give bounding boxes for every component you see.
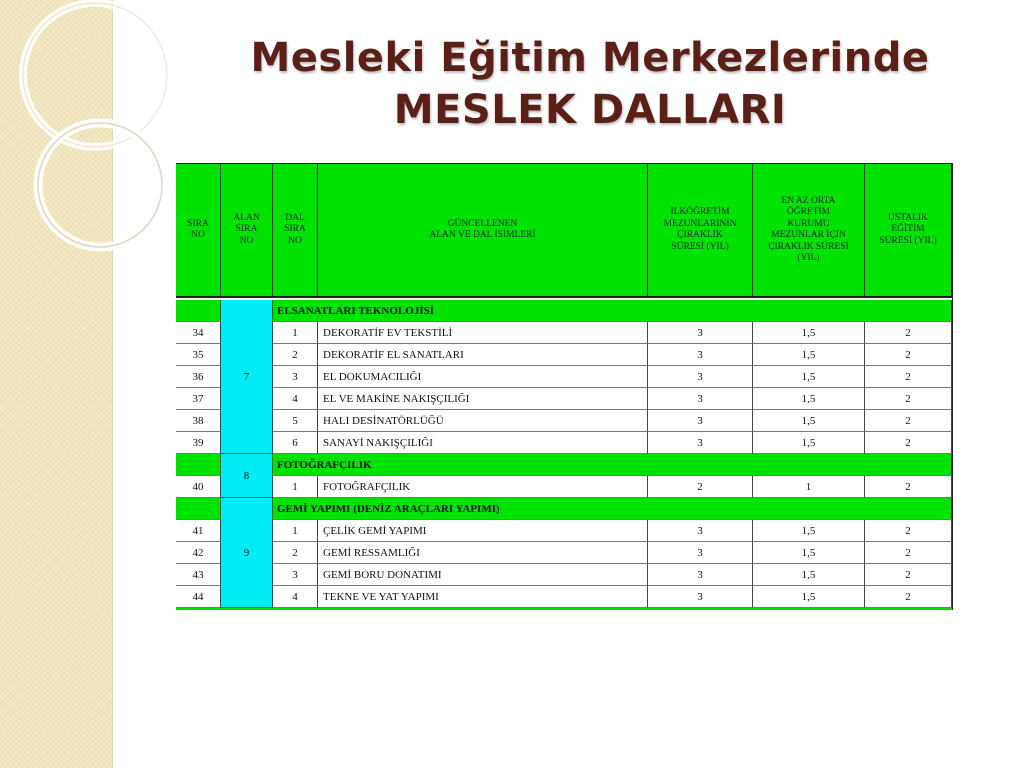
cell-usta: 2 — [865, 586, 952, 608]
category-row-sira-cell — [176, 454, 221, 476]
category-row — [176, 300, 952, 322]
cell-name: DEKORATİF EV TEKSTİLİ — [318, 322, 648, 344]
cell-name: SANAYİ NAKIŞÇILIĞI — [318, 432, 648, 454]
cell-name: GEMİ BORU DONATIMI — [318, 564, 648, 586]
cell-dal: 1 — [273, 520, 318, 542]
cell-orta: 1,5 — [753, 322, 865, 344]
cell-orta: 1,5 — [753, 366, 865, 388]
table-row — [176, 542, 952, 564]
cell-dal: 4 — [273, 586, 318, 608]
header-dal-sira-no: DAL SIRA NO — [273, 164, 318, 298]
category-row — [176, 498, 952, 520]
cell-dal: 3 — [273, 564, 318, 586]
cell-orta: 1 — [753, 476, 865, 498]
table-row — [176, 410, 952, 432]
cell-ilk: 3 — [648, 322, 753, 344]
cell-name: DEKORATİF EL SANATLARI — [318, 344, 648, 366]
cell-ilk: 3 — [648, 542, 753, 564]
cell-orta: 1,5 — [753, 520, 865, 542]
cell-usta: 2 — [865, 344, 952, 366]
cell-dal: 1 — [273, 322, 318, 344]
header-ustalik-suresi: USTALIK EĞİTİM SÜRESİ (YIL) — [865, 164, 952, 298]
title-line-2: MESLEK DALLARI — [393, 87, 787, 133]
table-row — [176, 344, 952, 366]
header-ilkogretim-suresi: İLKÖĞRETİM MEZUNLARININ ÇIRAKLIK SÜRESİ (YIL) — [648, 164, 753, 298]
header-alan-sira-no: ALAN SIRA NO — [221, 164, 273, 298]
table-row — [176, 520, 952, 542]
cell-name: ÇELİK GEMİ YAPIMI — [318, 520, 648, 542]
cell-usta: 2 — [865, 366, 952, 388]
cell-ilk: 3 — [648, 388, 753, 410]
cell-ilk: 3 — [648, 564, 753, 586]
table-row — [176, 564, 952, 586]
cell-dal: 2 — [273, 542, 318, 564]
cell-name: HALI DESİNATÖRLÜĞÜ — [318, 410, 648, 432]
cell-ilk: 3 — [648, 432, 753, 454]
cell-name: GEMİ RESSAMLIĞI — [318, 542, 648, 564]
table-row — [176, 586, 952, 608]
table-row — [176, 432, 952, 454]
cell-sira: 37 — [176, 388, 221, 410]
cell-orta: 1,5 — [753, 344, 865, 366]
category-row-sira-cell — [176, 498, 221, 520]
cell-sira: 36 — [176, 366, 221, 388]
category-row — [176, 454, 952, 476]
cell-dal: 4 — [273, 388, 318, 410]
cell-name: TEKNE VE YAT YAPIMI — [318, 586, 648, 608]
cell-usta: 2 — [865, 520, 952, 542]
cell-sira: 39 — [176, 432, 221, 454]
cell-orta: 1,5 — [753, 564, 865, 586]
cell-orta: 1,5 — [753, 586, 865, 608]
cell-sira: 34 — [176, 322, 221, 344]
cell-usta: 2 — [865, 476, 952, 498]
area-no-cell: 9 — [221, 498, 273, 608]
cell-dal: 5 — [273, 410, 318, 432]
cell-sira: 40 — [176, 476, 221, 498]
cell-orta: 1,5 — [753, 432, 865, 454]
cell-sira: 35 — [176, 344, 221, 366]
header-ortaogretim-suresi: EN AZ ORTA ÖĞRETİM KURUMU MEZUNLAR İÇİN ÇIRAKLIK SÜRESİ (YIL) — [753, 164, 865, 298]
title-line-1: Mesleki Eğitim Merkezlerinde — [250, 35, 930, 81]
cell-ilk: 3 — [648, 344, 753, 366]
cell-sira: 43 — [176, 564, 221, 586]
category-name: FOTOĞRAFÇILIK — [273, 454, 952, 476]
cell-orta: 1,5 — [753, 388, 865, 410]
area-no-cell: 8 — [221, 454, 273, 498]
cell-usta: 2 — [865, 432, 952, 454]
cell-orta: 1,5 — [753, 410, 865, 432]
category-name: ELSANATLARI TEKNOLOJİSİ — [273, 300, 952, 322]
cell-ilk: 3 — [648, 366, 753, 388]
cell-ilk: 2 — [648, 476, 753, 498]
cell-dal: 2 — [273, 344, 318, 366]
occupation-table — [176, 163, 953, 610]
cell-usta: 2 — [865, 322, 952, 344]
cell-sira: 38 — [176, 410, 221, 432]
cell-dal: 6 — [273, 432, 318, 454]
cell-dal: 1 — [273, 476, 318, 498]
table-row — [176, 322, 952, 344]
cell-name: EL DOKUMACILIĞI — [318, 366, 648, 388]
cell-usta: 2 — [865, 542, 952, 564]
header-alan-dal-isimleri: GÜNCELLENEN ALAN VE DAL İSİMLERİ — [318, 164, 648, 298]
cell-sira: 42 — [176, 542, 221, 564]
cell-usta: 2 — [865, 564, 952, 586]
cell-ilk: 3 — [648, 586, 753, 608]
cell-name: FOTOĞRAFÇILIK — [318, 476, 648, 498]
table-row — [176, 388, 952, 410]
cell-sira: 44 — [176, 586, 221, 608]
table-row — [176, 476, 952, 498]
category-row-sira-cell — [176, 300, 221, 322]
cell-name: EL VE MAKİNE NAKIŞÇILIĞI — [318, 388, 648, 410]
cell-usta: 2 — [865, 410, 952, 432]
category-name: GEMİ YAPIMI (DENİZ ARAÇLARI YAPIMI) — [273, 498, 952, 520]
cell-sira: 41 — [176, 520, 221, 542]
cell-usta: 2 — [865, 388, 952, 410]
header-sira-no: SIRA NO — [176, 164, 221, 298]
table-row — [176, 366, 952, 388]
cell-ilk: 3 — [648, 520, 753, 542]
cell-ilk: 3 — [648, 410, 753, 432]
area-no-cell: 7 — [221, 300, 273, 454]
cell-dal: 3 — [273, 366, 318, 388]
cell-orta: 1,5 — [753, 542, 865, 564]
page-title — [140, 32, 1024, 136]
